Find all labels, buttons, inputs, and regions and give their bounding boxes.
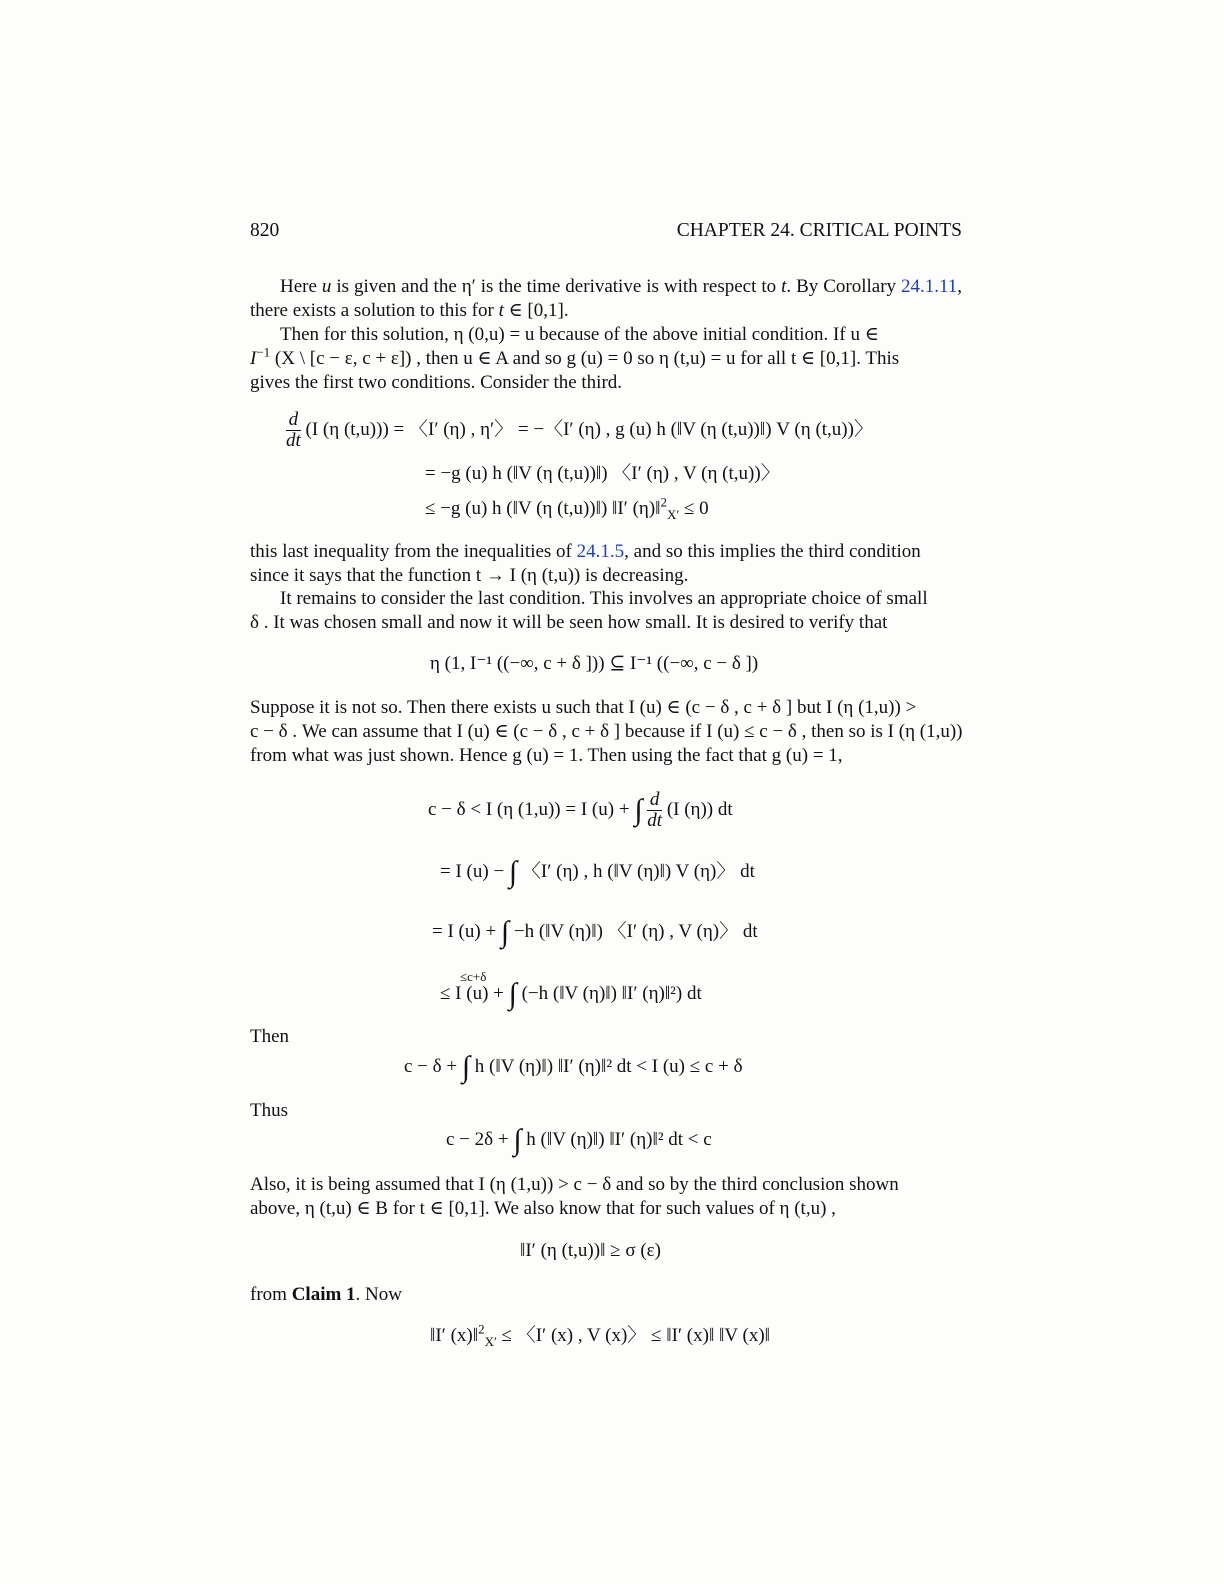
integral-eq-line-3: = I (u) + ∫ −h (‖V (η)‖) 〈I′ (η) , V (η)〉 dt xyxy=(432,915,758,949)
equation-sigma-bound: ‖I′ (η (t,u))‖ ≥ σ (ε) xyxy=(520,1240,661,1261)
paragraph-3-line-2: since it says that the function t → I (η (t,u)) is decreasing. xyxy=(250,565,689,586)
corollary-link[interactable]: 24.1.11 xyxy=(901,276,958,297)
thus-label: Thus xyxy=(250,1100,288,1121)
paragraph-5-line-3: from what was just shown. Hence g (u) = 1. Then using the fact that g (u) = 1, xyxy=(250,745,843,766)
then-label: Then xyxy=(250,1026,290,1047)
paragraph-2-line-1: Then for this solution, η (0,u) = u because of the above initial condition. If u ∈ xyxy=(280,324,879,345)
integral-eq-line-4: ≤ I (u) + ∫ (−h (‖V (η)‖) ‖I′ (η)‖²) dt xyxy=(440,977,702,1011)
equation-inclusion: η (1, I⁻¹ ((−∞, c + δ ])) ⊆ I⁻¹ ((−∞, c − δ ]) xyxy=(430,653,759,674)
paragraph-4-line-1: It remains to consider the last condition. This involves an appropriate choice of small xyxy=(280,588,928,609)
paragraph-2-line-3: gives the first two conditions. Consider the third. xyxy=(250,372,623,393)
equation-then: c − δ + ∫ h (‖V (η)‖) ‖I′ (η)‖² dt < I (u) ≤ c + δ xyxy=(404,1050,743,1084)
equation-final: ‖I′ (x)‖$^2_{X'}$ ≤ 〈I′ (x) , V (x)〉 ≤ ‖I′ (x)‖ ‖V (x)‖ xyxy=(430,1321,770,1349)
paragraph-4-line-2: δ . It was chosen small and now it will be seen how small. It is desired to verify that xyxy=(250,612,888,633)
underbrace-annotation: ≤c+δ xyxy=(460,969,487,984)
page-number: 820 xyxy=(250,220,280,241)
page-header xyxy=(250,220,962,242)
paragraph-3-line-1: this last inequality from the inequalities of 24.1.5, and so this implies the third condition xyxy=(250,541,921,562)
equation-derivative: $\frac{d}{dt}$ (I (η (t,u))) = 〈I′ (η) , η′〉 = −〈I′ (η) , g (u) h (‖V (η (t,u))‖) V (η (t,u))〉 xyxy=(286,409,873,451)
paragraph-5-line-1: Suppose it is not so. Then there exists u such that I (u) ∈ (c − δ , c + δ ] but I (η (1,u)) > xyxy=(250,697,917,718)
equation-derivative-line-3: ≤ −g (u) h (‖V (η (t,u))‖) ‖I′ (η)‖$^2_{X'}$ ≤ 0 xyxy=(425,494,709,522)
paragraph-6-line-2: above, η (t,u) ∈ B for t ∈ [0,1]. We also know that for such values of η (t,u) , xyxy=(250,1198,836,1219)
paragraph-6-line-1: Also, it is being assumed that I (η (1,u)) > c − δ and so by the third conclusion shown xyxy=(250,1174,899,1195)
paragraph-1: Here u is given and the η′ is the time derivative is with respect to t. By Corollary 24.1.11, there exists a solution to this for t ∈ [0,1]. xyxy=(250,276,963,321)
equation-thus: c − 2δ + ∫ h (‖V (η)‖) ‖I′ (η)‖² dt < c xyxy=(446,1123,712,1157)
inequalities-link[interactable]: 24.1.5 xyxy=(576,541,625,562)
equation-derivative-line-2: = −g (u) h (‖V (η (t,u))‖) 〈I′ (η) , V (η (t,u))〉 xyxy=(425,463,780,484)
integral-eq-line-1: c − δ < I (η (1,u)) = I (u) + ∫ $\frac{d}{dt}$ (I (η)) dt xyxy=(428,789,733,831)
paragraph-7: from Claim 1. Now xyxy=(250,1284,402,1305)
chapter-title: CHAPTER 24. CRITICAL POINTS xyxy=(676,220,962,241)
paragraph-2-line-2: $I^{-1}$ (X \ [c − ε, c + ε]) , then u ∈ A and so g (u) = 0 so η (t,u) = u for all t ∈ [0,1]. This xyxy=(250,344,900,369)
integral-eq-line-2: = I (u) − ∫ 〈I′ (η) , h (‖V (η)‖) V (η)〉 dt xyxy=(440,855,755,889)
paragraph-5-line-2: c − δ . We can assume that I (u) ∈ (c − δ , c + δ ] because if I (u) ≤ c − δ , then so is I (η (1,u)) xyxy=(250,721,963,742)
